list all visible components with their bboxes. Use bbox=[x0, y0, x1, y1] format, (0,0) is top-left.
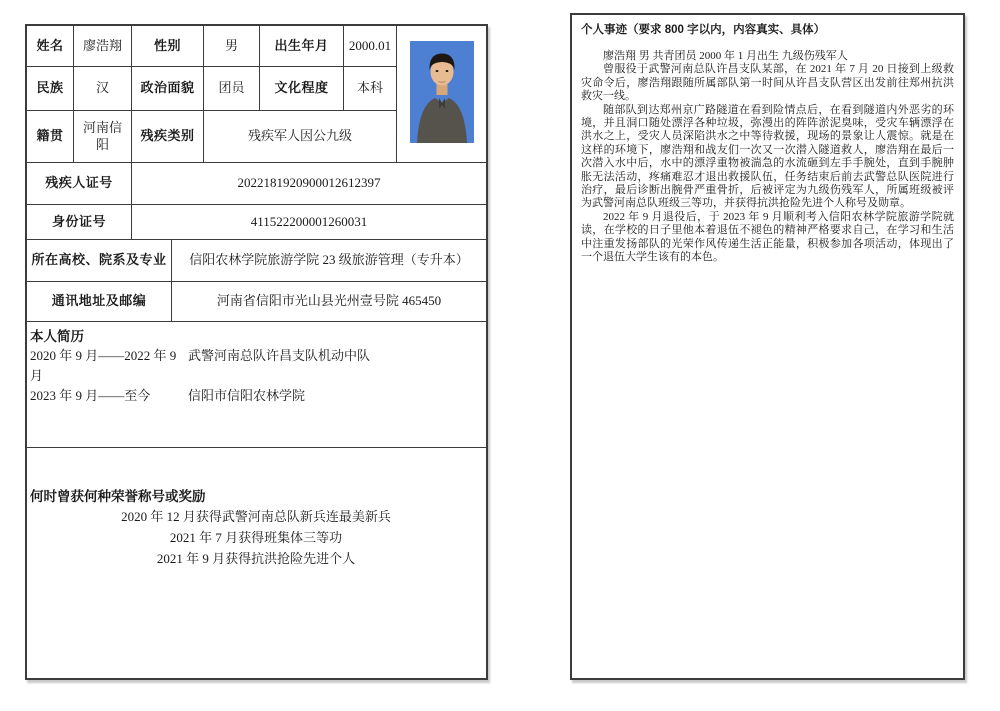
school-value: 信阳农林学院旅游学院 23 级旅游管理（专升本） bbox=[172, 240, 486, 282]
gender-value: 男 bbox=[204, 26, 260, 67]
ethnicity-label: 民族 bbox=[27, 67, 74, 111]
awards-section bbox=[27, 448, 486, 678]
birth-date-label: 出生年月 bbox=[260, 26, 344, 67]
award-item: 2021 年 7 月获得班集体三等功 bbox=[169, 530, 343, 545]
birth-date-value: 2000.01 bbox=[344, 26, 397, 67]
school-label: 所在高校、院系及专业 bbox=[27, 240, 172, 282]
id-number-label: 身份证号 bbox=[27, 205, 132, 240]
resume-entry-period: 2023 年 9 月——至今 bbox=[30, 388, 151, 403]
resume-entry-period: 2020 年 9 月——2022 年 9 月 bbox=[30, 348, 177, 383]
resume-entry bbox=[30, 346, 370, 386]
name-label: 姓名 bbox=[27, 26, 74, 67]
personal-deeds-title: 个人事迹（要求 800 字以内，内容真实、具体） bbox=[581, 24, 826, 36]
resume-entry-place: 信阳市信阳农林学院 bbox=[188, 388, 306, 403]
disability-cert-number-value: 2022181920900012612397 bbox=[132, 163, 486, 205]
award-item: 2020 年 12 月获得武警河南总队新兵连最美新兵 bbox=[121, 509, 391, 524]
ethnicity-value: 汉 bbox=[74, 67, 132, 111]
education-label: 文化程度 bbox=[260, 67, 344, 111]
disability-cert-number-label: 残疾人证号 bbox=[27, 163, 132, 205]
award-item: 2021 年 9 月获得抗洪抢险先进个人 bbox=[156, 551, 356, 566]
personal-deeds-panel bbox=[570, 13, 965, 680]
personal-info-form bbox=[25, 24, 488, 680]
deeds-paragraph: 随部队到达郑州京广路隧道在看到险情点后，在看到隧道内外恶劣的环境，并且洞口随处漂浮各种垃圾，弥漫出的阵阵淤泥臭味，受灾车辆漂浮在洪水之上，受灾人员深陷洪水之中等待救援，现场的景象让人震惊。就是在这样的环境下，廖浩翔和战友们一次又一次潜入隧道救人，廖浩翔在最后一次潜入水中后，水中的漂浮重物被湍急的水流砸到左手手腕处，直到手腕肿胀无法活动，疼痛难忍才退出救援队伍，任务结束后前去武警总队医院进行治疗，最后诊断出腕骨严重骨折，后被评定为九级伤残军人，所属班级被评为武警河南总队班级三等功，并获得抗洪抢险先进个人称号及勋章。 bbox=[581, 103, 954, 210]
political-status-value: 团员 bbox=[204, 67, 260, 111]
resume-entry bbox=[30, 386, 305, 406]
address-label: 通讯地址及邮编 bbox=[27, 282, 172, 322]
native-place-label: 籍贯 bbox=[27, 111, 74, 163]
gender-label: 性别 bbox=[132, 26, 204, 67]
resume-entry-place: 武警河南总队许昌支队机动中队 bbox=[188, 348, 371, 363]
deeds-paragraph: 曾服役于武警河南总队许昌支队某部，在 2021 年 7 月 20 日接到上级救灾命令后，廖浩翔跟随所属部队第一时间从许昌支队营区出发前往郑州抗洪救灾一线。 bbox=[581, 63, 954, 103]
personal-deeds-text bbox=[581, 50, 954, 265]
disability-type-label: 残疾类别 bbox=[132, 111, 204, 163]
id-number-value: 411522200001260031 bbox=[132, 205, 486, 240]
awards-section-title: 何时曾获何种荣誉称号或奖励 bbox=[30, 489, 206, 504]
id-photo bbox=[397, 26, 486, 163]
resume-section bbox=[27, 322, 486, 448]
resume-section-title: 本人简历 bbox=[30, 329, 84, 344]
deeds-paragraph: 2022 年 9 月退役后，于 2023 年 9 月顺利考入信阳农林学院旅游学院就读，在学校的日子里他本着退伍不褪色的精神严格要求自己，在学习和生活中注重发扬部队的光荣作风传递生活正能量，积极参加各项活动，体现出了一个退伍大学生该有的本色。 bbox=[581, 210, 954, 264]
deeds-paragraph: 廖浩翔 男 共青团员 2000 年 1 月出生 九级伤残军人 bbox=[603, 50, 848, 62]
native-place-value: 河南信阳 bbox=[74, 111, 132, 163]
disability-type-value: 残疾军人因公九级 bbox=[204, 111, 397, 163]
name-value: 廖浩翔 bbox=[74, 26, 132, 67]
id-photo-image bbox=[410, 41, 474, 143]
political-status-label: 政治面貌 bbox=[132, 67, 204, 111]
address-value: 河南省信阳市光山县光州壹号院 465450 bbox=[172, 282, 486, 322]
education-value: 本科 bbox=[344, 67, 397, 111]
